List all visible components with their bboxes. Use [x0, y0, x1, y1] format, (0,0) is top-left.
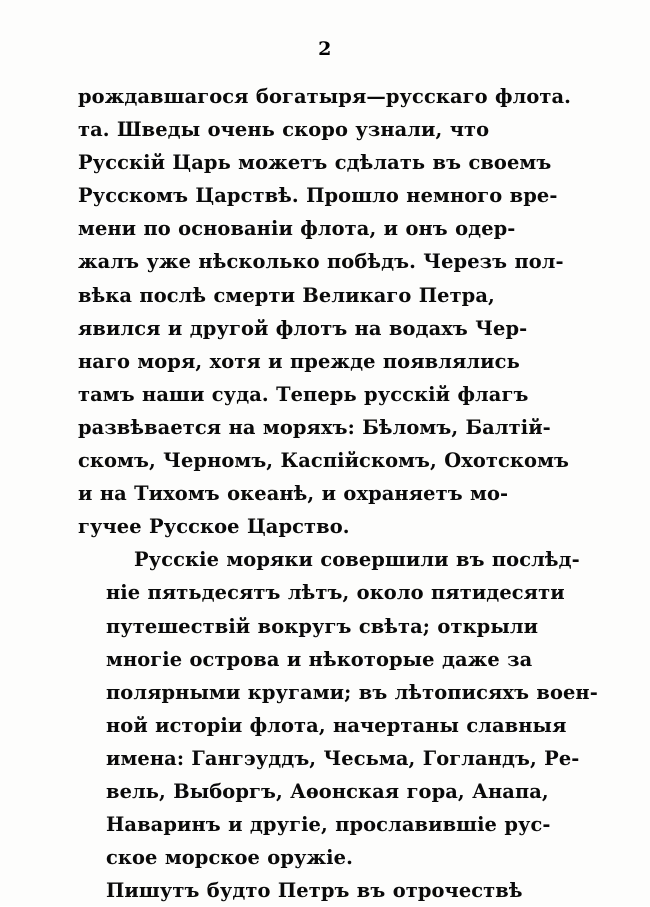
paragraph: [78, 543, 598, 874]
text-line: [78, 245, 576, 278]
text-line: [78, 378, 576, 411]
text-line: [78, 212, 576, 245]
text-line: [78, 576, 576, 609]
text-line: гучее Русское Царство.: [78, 515, 350, 539]
line-text: явился и другой флотъ на водахъ Чер-: [78, 316, 528, 340]
line-text: путешествiй вокругъ свѣта; открыли: [106, 614, 539, 638]
line-text: скомъ, Черномъ, Каспiйскомъ, Охотскомъ: [78, 449, 569, 473]
text-line: [78, 610, 576, 643]
line-text: вель, Выборгъ, Аѳонская гора, Анапа,: [106, 779, 549, 803]
text-line: [78, 411, 576, 444]
line-text: полярными кругами; въ лѣтописяхъ воен-: [106, 680, 598, 704]
text-line: Пишутъ будто Петръ въ отрочествѣ: [106, 879, 523, 903]
text-line: [78, 676, 598, 709]
line-text: ной исторiи флота, начертаны славныя: [106, 713, 567, 737]
line-text: имена: Гангэуддъ, Чесьма, Гогландъ, Ре-: [106, 746, 580, 770]
text-line: [78, 279, 576, 312]
text-line: [78, 146, 576, 179]
text-line: [78, 643, 576, 676]
paragraph: [78, 874, 576, 907]
line-text: тамъ наши суда. Теперь русскiй флагъ: [78, 382, 529, 406]
line-text: жалъ уже нѣсколько побѣдъ. Черезъ пол-: [78, 250, 564, 274]
paragraph: [78, 80, 576, 543]
line-text: рождавшагося богатыря—русскаго флота.: [78, 85, 572, 108]
line-text: многiе острова и нѣкоторые даже за: [106, 647, 533, 671]
text-line: [78, 113, 576, 146]
text-line: ское морское оружiе.: [106, 846, 353, 870]
line-text: Наваринъ и другiе, прославившiе рус-: [106, 813, 551, 837]
line-text: Русскiе моряки совершили въ послѣд-: [134, 548, 580, 572]
text-line: [78, 742, 580, 775]
text-line: [78, 312, 576, 345]
line-text: вѣка послѣ смерти Великаго Петра,: [78, 283, 495, 307]
text-line: [78, 345, 576, 378]
line-text: развѣвается на моряхъ: Бѣломъ, Балтiй-: [78, 415, 551, 439]
line-text: Русскiй Царь можетъ сдѣлать въ своемъ: [78, 151, 552, 175]
text-line: [78, 477, 576, 510]
page-number: 2: [318, 38, 332, 60]
line-text: мени по основанiи флота, и онъ одер-: [78, 217, 516, 241]
line-text: нiе пятьдесятъ лѣтъ, около пятидесяти: [106, 581, 565, 605]
text-line: [78, 543, 580, 576]
text-line: [78, 709, 576, 742]
text-line: [78, 808, 576, 841]
page-body: [78, 80, 598, 907]
text-line: [78, 80, 576, 113]
text-line: [78, 775, 576, 808]
text-line: [78, 179, 576, 212]
text-line: [78, 444, 576, 477]
line-text: и на Тихомъ океанѣ, и охраняетъ мо-: [78, 482, 509, 506]
line-text: Русскомъ Царствѣ. Прошло немного вре-: [78, 184, 558, 208]
line-text: наго моря, хотя и прежде появлялись: [78, 349, 520, 373]
line-text: та. Шведы очень скоро узнали, что: [78, 118, 490, 142]
